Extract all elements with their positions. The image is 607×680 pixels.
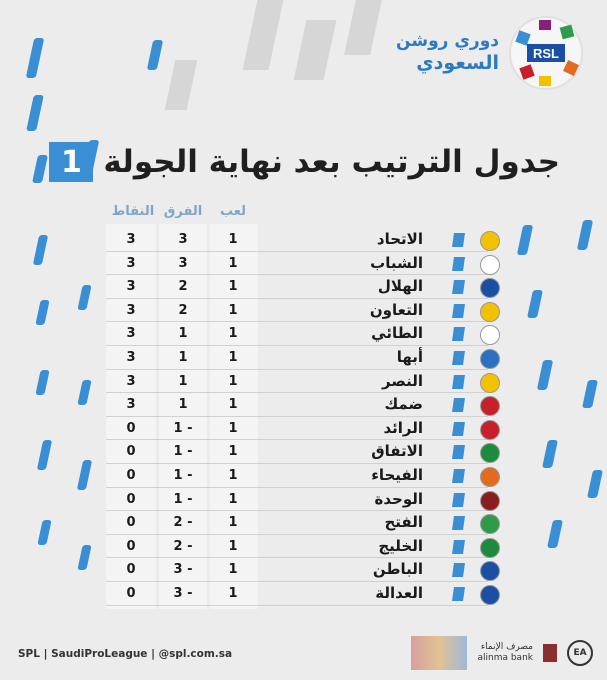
league-name — [396, 30, 499, 74]
diff-cell: 1 — [178, 397, 188, 413]
team-name: الفتح — [384, 513, 423, 532]
team-crest-icon — [480, 514, 500, 534]
points-cell: 3 — [126, 326, 136, 342]
points-cell: 3 — [126, 350, 136, 365]
rank-badge — [452, 233, 465, 247]
team-crest-icon — [480, 491, 500, 511]
team-name: الاتحاد — [376, 230, 423, 248]
diff-cell: 2 — [178, 279, 188, 295]
diff-cell: 1 — [178, 350, 188, 365]
sponsor-logo — [411, 636, 467, 670]
points-cell: 3 — [126, 255, 136, 271]
rank-badge — [452, 304, 465, 318]
team-crest-icon — [480, 585, 500, 605]
bank-sponsor — [477, 642, 533, 664]
ea-sports-logo: EA — [567, 640, 593, 666]
team-crest-icon — [480, 443, 500, 463]
team-name: النصر — [381, 371, 423, 390]
diff-cell: 3 — [178, 255, 188, 271]
played-cell: 1 — [228, 491, 238, 507]
team-crest-icon — [480, 396, 500, 416]
rank-badge — [452, 516, 465, 530]
diff-cell: 1 - — [173, 420, 193, 436]
played-cell: 1 — [228, 538, 238, 554]
played-cell: 1 — [228, 279, 238, 295]
bank-name-en: alinma bank — [477, 653, 533, 663]
points-cell: 0 — [126, 444, 136, 460]
points-cell: 0 — [126, 515, 136, 531]
team-crest-icon — [480, 302, 500, 322]
played-cell: 1 — [228, 397, 238, 413]
team-crest-icon — [480, 349, 500, 369]
diff-cell: 1 - — [173, 468, 193, 483]
points-cell: 0 — [126, 586, 136, 601]
diff-cell: 3 - — [173, 562, 193, 578]
rank-badge — [452, 493, 465, 507]
rank-badge — [452, 351, 465, 365]
league-name-line1: دوري روشن — [396, 31, 499, 51]
diff-cell: 2 - — [173, 538, 193, 554]
header-played: لعب — [220, 204, 246, 219]
team-name: الشباب — [370, 253, 423, 272]
points-cell: 3 — [126, 232, 136, 247]
rank-badge — [452, 422, 465, 436]
team-name: الطائي — [371, 324, 423, 343]
played-cell: 1 — [228, 350, 238, 365]
played-cell: 1 — [228, 373, 238, 389]
team-name: العدالة — [375, 584, 423, 602]
played-cell: 1 — [228, 562, 238, 578]
played-cell: 1 — [228, 302, 238, 318]
team-crest-icon — [480, 325, 500, 345]
rank-badge — [452, 563, 465, 577]
team-crest-icon — [480, 255, 500, 275]
league-name-line2: السعودي — [416, 52, 499, 74]
team-name: الاتفاق — [371, 442, 423, 461]
team-name: الهلال — [377, 277, 423, 296]
points-cell: 0 — [126, 420, 136, 436]
points-cell: 3 — [126, 373, 136, 389]
played-cell: 1 — [228, 468, 238, 483]
diff-cell: 3 — [178, 232, 188, 247]
bank-name-ar: مصرف الإنماء — [480, 642, 533, 652]
team-name: الباطن — [372, 560, 423, 579]
points-cell: 0 — [126, 562, 136, 578]
team-crest-icon — [480, 420, 500, 440]
rank-badge — [452, 587, 465, 601]
rank-badge — [452, 469, 465, 483]
logo-text: RSL — [533, 46, 559, 61]
diff-cell: 1 - — [173, 444, 193, 460]
header-diff: الفرق — [163, 204, 203, 219]
points-cell: 0 — [126, 491, 136, 507]
team-crest-icon — [480, 467, 500, 487]
rank-badge — [452, 257, 465, 271]
rsl-logo — [507, 14, 585, 92]
rank-badge — [452, 327, 465, 341]
played-cell: 1 — [228, 232, 238, 247]
social-links[interactable]: SPL | SaudiProLeague | @spl.com.sa — [18, 648, 233, 660]
played-cell: 1 — [228, 326, 238, 342]
team-crest-icon — [480, 231, 500, 251]
team-crest-icon — [480, 538, 500, 558]
team-name: الفيحاء — [371, 466, 423, 484]
rank-badge — [452, 540, 465, 554]
team-name: التعاون — [369, 300, 423, 319]
round-number: 1 — [49, 142, 93, 182]
team-crest-icon — [480, 373, 500, 393]
points-cell: 0 — [126, 538, 136, 554]
header-points: النقاط — [111, 204, 155, 219]
team-name: أبها — [396, 348, 423, 366]
diff-cell: 1 — [178, 326, 188, 342]
points-cell: 3 — [126, 397, 136, 413]
team-name: الوحدة — [374, 489, 423, 508]
bank-logo-icon — [543, 644, 557, 662]
team-name: ضمك — [384, 395, 423, 414]
page-title — [49, 142, 560, 182]
played-cell: 1 — [228, 444, 238, 460]
rank-badge — [452, 375, 465, 389]
sponsors — [411, 636, 593, 670]
points-cell: 3 — [126, 279, 136, 295]
rank-badge — [452, 445, 465, 459]
played-cell: 1 — [228, 515, 238, 531]
team-name: الخليج — [378, 536, 423, 555]
points-cell: 3 — [126, 302, 136, 318]
diff-cell: 1 — [178, 373, 188, 389]
diff-cell: 3 - — [173, 586, 193, 601]
diff-cell: 2 - — [173, 515, 193, 531]
title-text: جدول الترتيب بعد نهاية الجولة — [103, 144, 560, 180]
played-cell: 1 — [228, 586, 238, 601]
played-cell: 1 — [228, 420, 238, 436]
team-crest-icon — [480, 278, 500, 298]
points-cell: 0 — [126, 468, 136, 483]
rank-badge — [452, 280, 465, 294]
diff-cell: 1 - — [173, 491, 193, 507]
rank-badge — [452, 398, 465, 412]
diff-cell: 2 — [178, 302, 188, 318]
team-crest-icon — [480, 561, 500, 581]
played-cell: 1 — [228, 255, 238, 271]
team-name: الرائد — [383, 418, 423, 437]
